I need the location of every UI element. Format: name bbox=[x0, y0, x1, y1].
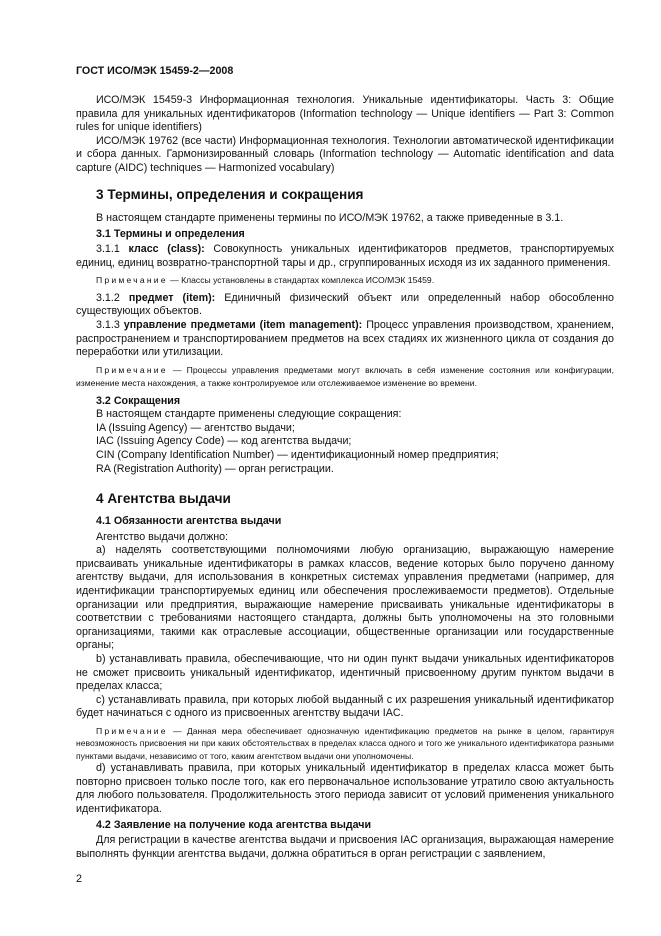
abbr-intro: В настоящем стандарте применены следующие сокращения: bbox=[96, 408, 402, 421]
list-item: a) наделять соответствующими полномочиями любую организацию, выражающую намерение присваивать уникальные идентификаторы в рамках классов, ведение которых было поручено данному агентству выдачи, для использования в конкретных системах управления предметами (например, для идентификации транспортируемых единиц или обеспечения прослеживаемости предметов). Отдельные организации или предприятия, выражающие намерение присваивать уникальные идентификаторы в соответствии с требованиями настоящего стандарта, должны быть уполномочены на это головными организациями, такими как отраслевые ассоциации, общественные организации или государственные органы; bbox=[76, 544, 614, 652]
list-intro: Агентство выдачи должно: bbox=[96, 530, 229, 543]
reference-item: ИСО/МЭК 19762 (все части) Информационная технология. Технологии автоматической идентификации и сбора данных. Гармонизированный словарь (Information technology — Automatic identification and data capture (AIDC) techniques — Harmonized vocabulary) bbox=[76, 134, 614, 174]
page-number: 2 bbox=[76, 873, 82, 885]
term-definition: Совокупность уникальных идентификаторов предметов, транспортируемых единиц, единиц возвратно-транспортной тары и др., сгруппированных исходя из их заданного применения. bbox=[76, 243, 614, 269]
paragraph: Для регистрации в качестве агентства выдачи и присвоения IAC организация, выражающая намерение выполнять функции агентства выдачи, должна обратиться в орган регистрации с заявлением, bbox=[76, 834, 614, 860]
term-definition: Процесс управления производством, хранением, распространением и транспортированием предметов на всех стадиях их жизненного цикла от создания до переработки или утилизации. bbox=[76, 318, 614, 359]
term-item bbox=[76, 292, 614, 319]
section-title: 4 Агентства выдачи bbox=[96, 491, 231, 506]
document-header: ГОСТ ИСО/МЭК 15459-2—2008 bbox=[76, 65, 234, 77]
note-label: Примечание bbox=[96, 364, 168, 375]
term-item-management bbox=[76, 319, 614, 360]
abbr-item: IAC (Issuing Agency Code) — код агентства выдачи; bbox=[96, 435, 352, 448]
term-number: 3.1.2 bbox=[96, 291, 120, 304]
subsection-title: 3.1 Термины и определения bbox=[96, 227, 245, 240]
note bbox=[76, 364, 614, 391]
list-item: c) устанавливать правила, при которых любой выданный с их разрешения уникальный идентификатор будет начинаться с одного из присвоенных агентству выдачи IAC. bbox=[76, 693, 614, 720]
note-label: Примечание bbox=[96, 275, 168, 286]
term-name: предмет (item): bbox=[128, 291, 216, 304]
note-label: Примечание bbox=[96, 725, 168, 736]
list-item: d) устанавливать правила, при которых уникальный идентификатор в пределах класса может быть повторно присвоен только после того, как его первоначальное использование утратило свою актуальность для любого пользователя. Продолжительность этого периода зависит от условий применения уникального идентификатора. bbox=[76, 762, 614, 815]
subsection-title: 3.2 Сокращения bbox=[96, 394, 181, 407]
references bbox=[76, 94, 614, 176]
note bbox=[76, 274, 614, 287]
section-3 bbox=[76, 187, 614, 476]
section-4 bbox=[76, 491, 614, 861]
term-name: класс (class): bbox=[128, 243, 205, 256]
section-title: 3 Термины, определения и сокращения bbox=[96, 187, 364, 202]
note-text: — Классы установлены в стандартах комплекса ИСО/МЭК 15459. bbox=[170, 275, 435, 286]
abbr-item: RA (Registration Authority) — орган регистрации. bbox=[96, 462, 334, 475]
note-text: — Процессы управления предметами могут включать в себя изменение состояния или конфигурации, изменение места нахождения, а также контролируемое или отслеживаемое изменение во времени. bbox=[76, 364, 614, 389]
list-item: b) устанавливать правила, обеспечивающие, что ни один пункт выдачи уникальных идентификаторов не сможет присвоить уникальный идентификатор, идентичный присвоенному другим пунктом выдачи в пределах класса; bbox=[76, 652, 614, 693]
abbr-item: IA (Issuing Agency) — агентство выдачи; bbox=[96, 421, 295, 434]
note-text: — Данная мера обеспечивает однозначную идентификацию предметов на рынке в целом, гарантируя невозможность присвоения ни при каких обстоятельствах в пределах класса одного и того же уникального идентификатора разными пунктами выдачи, независимо от того, каким агентством выдачи они уполномочены. bbox=[76, 725, 614, 761]
subsection-title: 4.1 Обязанности агентства выдачи bbox=[96, 515, 282, 527]
note bbox=[76, 725, 614, 762]
term-class bbox=[76, 243, 614, 270]
term-name: управление предметами (item management): bbox=[123, 318, 363, 331]
reference-item: ИСО/МЭК 15459-3 Информационная технология. Уникальные идентификаторы. Часть 3: Общие правила для уникальных идентификаторов (Information technology — Unique identifiers — Part 3: Common rules for unique identifiers) bbox=[76, 94, 614, 134]
term-definition: Единичный физический объект или определенный набор обособленно существующих объектов. bbox=[76, 291, 614, 318]
term-number: 3.1.1 bbox=[96, 243, 120, 256]
subsection-title: 4.2 Заявление на получение кода агентства выдачи bbox=[96, 818, 372, 831]
section-intro: В настоящем стандарте применены термины по ИСО/МЭК 19762, а также приведенные в 3.1. bbox=[96, 212, 564, 224]
abbr-item: CIN (Company Identification Number) — идентификационный номер предприятия; bbox=[96, 448, 499, 461]
term-number: 3.1.3 bbox=[96, 318, 120, 331]
